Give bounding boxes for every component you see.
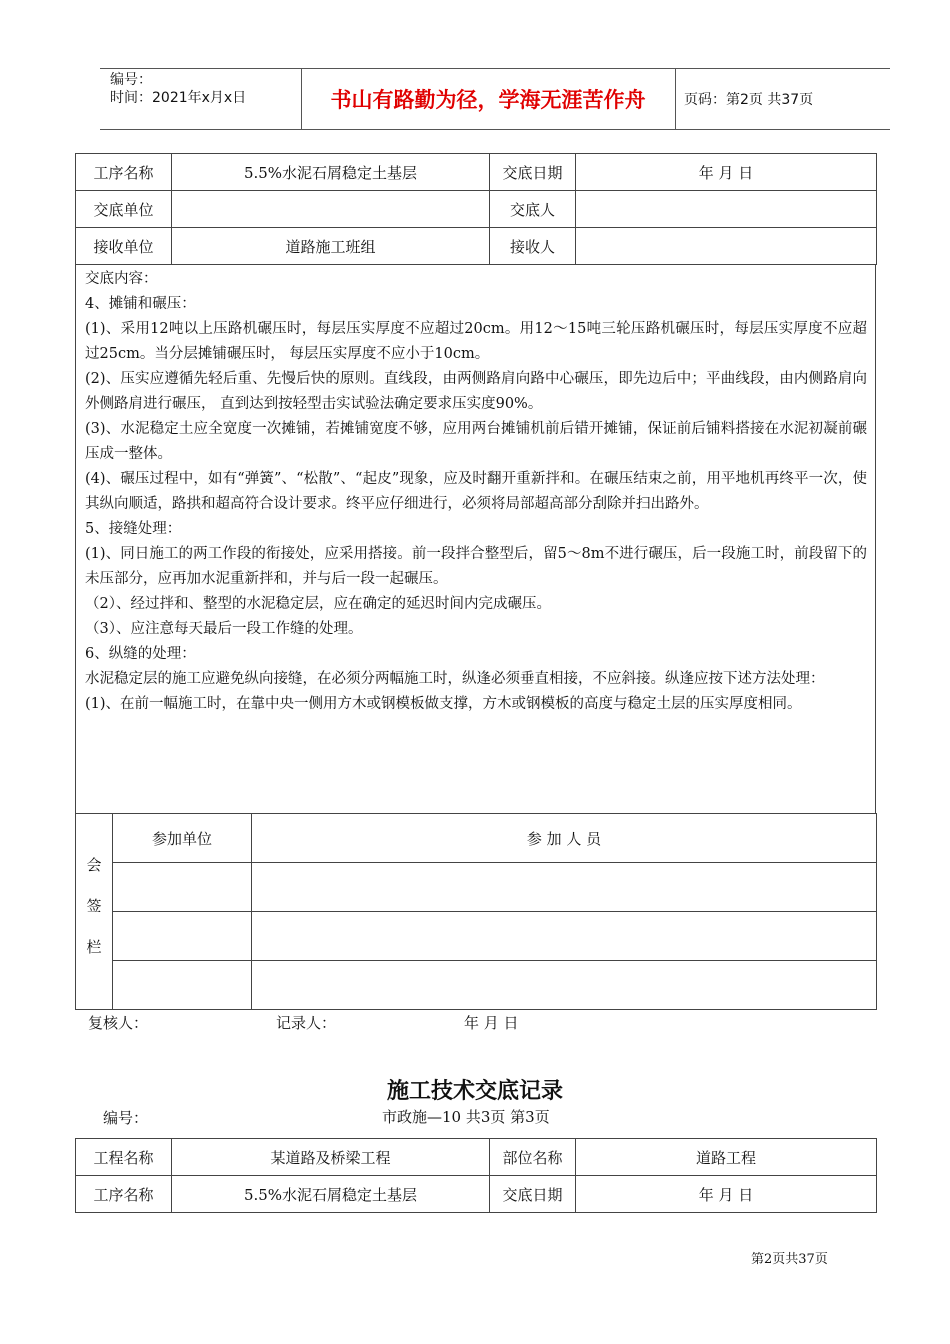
signoff-side-label: 会签栏 — [76, 814, 113, 1010]
label-handover-date: 交底日期 — [490, 154, 576, 191]
info-table — [75, 153, 877, 265]
value-receiver — [576, 228, 877, 265]
table-row — [76, 154, 877, 191]
section-heading: 5、接缝处理： — [85, 521, 182, 537]
label-handover-unit: 交底单位 — [76, 191, 172, 228]
header-time: 时间：2021年x月x日 — [110, 90, 247, 106]
page-header — [100, 68, 890, 130]
header-meta — [108, 69, 300, 129]
value-handover-person — [576, 191, 877, 228]
content-heading: 交底内容： — [85, 271, 158, 287]
second-code: 市政施—10 共3页 第3页 — [382, 1108, 550, 1126]
signoff-cell[interactable] — [252, 961, 877, 1010]
value-process-name: 5.5%水泥石屑稳定土基层 — [172, 154, 490, 191]
header-slogan: 书山有路勤为径，学海无涯苦作舟 — [330, 88, 646, 112]
handover-content — [75, 264, 876, 814]
table-row — [76, 191, 877, 228]
content-paragraph: （2）、经过拌和、整型的水泥稳定层，应在确定的延迟时间内完成碾压。 — [85, 596, 551, 612]
second-page-title: 施工技术交底记录 — [386, 1078, 563, 1104]
recorder-label: 记录人： — [276, 1014, 337, 1032]
reviewer-label: 复核人： — [88, 1014, 149, 1032]
label-process-name: 工序名称 — [76, 1176, 172, 1213]
table-row — [76, 1176, 877, 1213]
table-row — [76, 1139, 877, 1176]
label-handover-date: 交底日期 — [490, 1176, 576, 1213]
label-receiving-unit: 接收单位 — [76, 228, 172, 265]
signoff-cell[interactable] — [113, 863, 252, 912]
content-paragraph: (3)、水泥稳定土应全宽度一次摊铺，若摊铺宽度不够，应用两台摊铺机前后错开摊铺，保证前后铺料搭接在水泥初凝前碾压成一整体。 — [85, 421, 867, 462]
table-row — [76, 961, 877, 1010]
label-handover-person: 交底人 — [490, 191, 576, 228]
signoff-cell[interactable] — [113, 961, 252, 1010]
table-row — [76, 863, 877, 912]
content-paragraph: （3）、应注意每天最后一段工作缝的处理。 — [85, 621, 363, 637]
second-info-table — [75, 1138, 877, 1213]
content-paragraph: (1)、采用12吨以上压路机碾压时，每层压实厚度不应超过20cm。用12～15吨三轮压路机碾压时，每层压实厚度不应超过25cm。当分层摊铺碾压时， 每层压实厚度不应小于10cm。 — [85, 321, 867, 362]
signoff-col-unit: 参加单位 — [113, 814, 252, 863]
value-project-name: 某道路及桥梁工程 — [172, 1139, 490, 1176]
label-project-name: 工程名称 — [76, 1139, 172, 1176]
label-part-name: 部位名称 — [490, 1139, 576, 1176]
label-process-name: 工序名称 — [76, 154, 172, 191]
header-page-info: 页码：第2页 共37页 — [684, 92, 814, 108]
signoff-cell[interactable] — [252, 912, 877, 961]
content-paragraph: (1)、在前一幅施工时，在靠中央一侧用方木或钢模板做支撑，方木或钢模板的高度与稳定土层的压实厚度相同。 — [85, 696, 802, 712]
section-heading: 4、摊铺和碾压： — [85, 296, 196, 312]
content-paragraph: (1)、同日施工的两工作段的衔接处，应采用搭接。前一段拌合整型后，留5～8m不进行碾压，后一段施工时，前段留下的未压部分，应再加水泥重新拌和，并与后一段一起碾压。 — [85, 546, 867, 587]
value-handover-date: 年 月 日 — [576, 154, 877, 191]
content-paragraph: (2)、压实应遵循先轻后重、先慢后快的原则。直线段，由两侧路肩向路中心碾压，即先边后中；平曲线段，由内侧路肩向外侧路肩进行碾压， 直到达到按轻型击实试验法确定要求压实度90%。 — [85, 371, 867, 412]
record-date: 年 月 日 — [464, 1014, 519, 1032]
section-heading: 6、纵缝的处理： — [85, 646, 196, 662]
signoff-col-people: 参 加 人 员 — [252, 814, 877, 863]
table-row — [76, 814, 877, 863]
value-receiving-unit: 道路施工班组 — [172, 228, 490, 265]
content-paragraph: (4)、碾压过程中，如有“弹簧”、“松散”、“起皮”现象，应及时翻开重新拌和。在碾压结束之前，用平地机再终平一次，使其纵向顺适，路拱和超高符合设计要求。终平应仔细进行，必须将局部超高部分刮除并扫出路外。 — [85, 471, 867, 512]
table-row — [76, 912, 877, 961]
page-footer: 第2页共37页 — [751, 1252, 828, 1267]
value-process-name: 5.5%水泥石屑稳定土基层 — [172, 1176, 490, 1213]
header-bianhao: 编号： — [110, 72, 152, 88]
signoff-cell[interactable] — [252, 863, 877, 912]
signoff-table — [75, 813, 877, 1010]
value-part-name: 道路工程 — [576, 1139, 877, 1176]
second-bianhao: 编号： — [103, 1109, 149, 1127]
value-handover-unit — [172, 191, 490, 228]
content-paragraph: 水泥稳定层的施工应避免纵向接缝，在必须分两幅施工时，纵逢必须垂直相接，不应斜接。纵逢应按下述方法处理： — [85, 671, 825, 687]
value-handover-date: 年 月 日 — [576, 1176, 877, 1213]
signoff-cell[interactable] — [113, 912, 252, 961]
table-row — [76, 228, 877, 265]
label-receiver: 接收人 — [490, 228, 576, 265]
